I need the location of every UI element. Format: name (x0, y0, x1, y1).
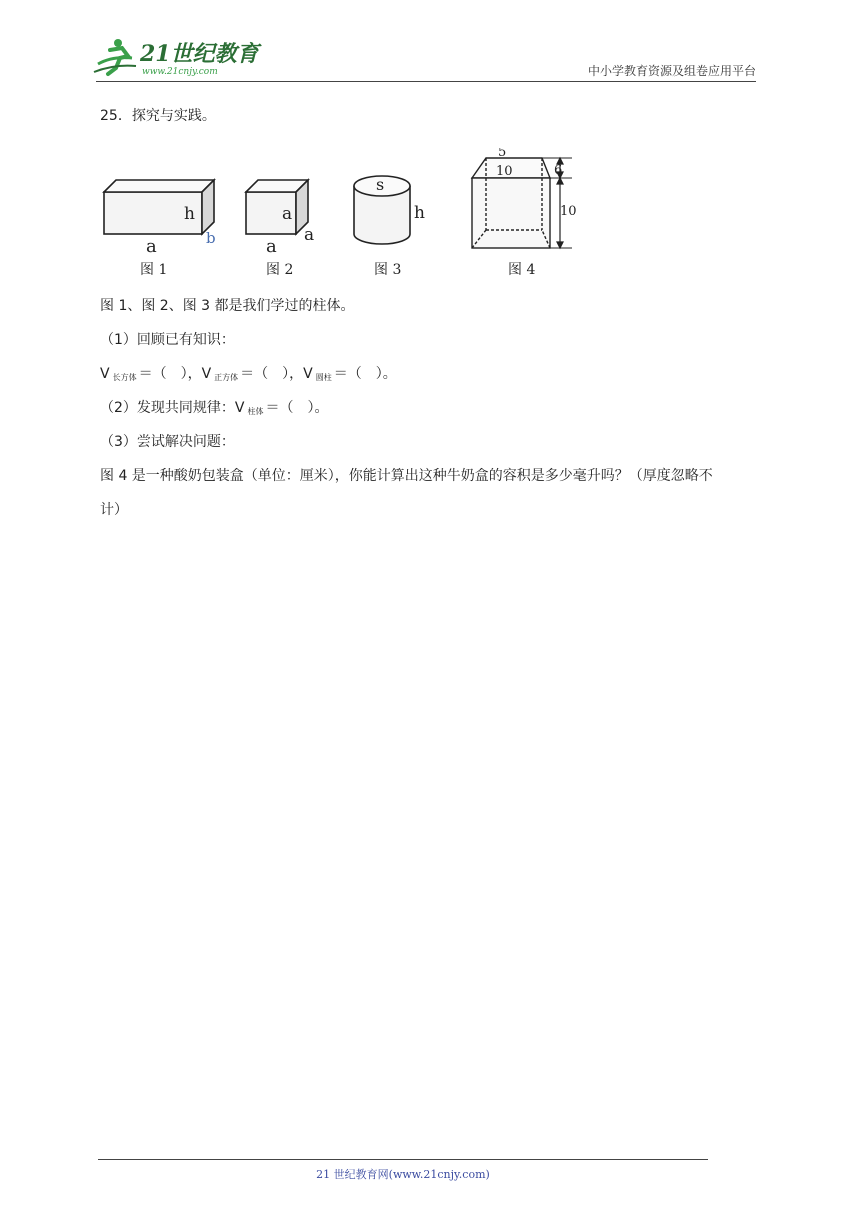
figure-2-cube (246, 180, 308, 234)
intro-text: 图 1、图 2、图 3 都是我们学过的柱体。 (100, 298, 355, 314)
v2-equation: ＝（ ）， (240, 366, 304, 382)
part2-text (100, 398, 328, 422)
v1-symbol: V (100, 366, 110, 382)
fig2-label-a-bottom: a (266, 236, 277, 257)
fig1-label-b: b (206, 229, 216, 247)
fig1-caption: 图 1 (140, 262, 168, 278)
header-divider (96, 81, 756, 82)
runner-logo-icon (94, 39, 136, 74)
footer-divider (98, 1159, 708, 1160)
part1-formula (100, 364, 397, 388)
fig3-caption: 图 3 (374, 262, 402, 278)
v3-symbol: V (303, 366, 313, 382)
logo-text: 21世纪教育 (140, 41, 259, 67)
fig4-caption: 图 4 (508, 262, 536, 278)
footer-site-link[interactable]: 21 世纪教育网(www.21cnjy.com) (316, 1168, 490, 1181)
fig2-label-a-side: a (304, 225, 315, 245)
figure-1-cuboid (104, 180, 214, 234)
part1-title: （1）回顾已有知识： (100, 332, 235, 348)
fig1-label-h: h (184, 204, 195, 224)
logo-url-text: www.21cnjy.com (142, 67, 218, 77)
v2-subscript: 正方体 (214, 373, 239, 382)
fig4-label-width: 10 (496, 164, 513, 179)
v1-subscript: 长方体 (112, 373, 137, 382)
fig3-label-h: h (414, 203, 425, 223)
part3-line-2: 计） (100, 502, 128, 518)
part2-prefix: （2）发现共同规律：V (100, 400, 245, 416)
question-title: 25．探究与实践。 (100, 108, 216, 124)
part2-suffix: ＝（ ）。 (265, 400, 329, 416)
fig1-label-a: a (146, 236, 157, 257)
figures-panel (96, 148, 596, 280)
v2-symbol: V (201, 366, 212, 382)
fig4-label-height: 10 (560, 204, 577, 219)
fig2-label-a-front: a (282, 204, 293, 224)
v3-equation: ＝（ ）。 (333, 366, 397, 382)
part2-subscript: 柱体 (247, 407, 264, 416)
fig4-label-top: 5 (498, 148, 507, 160)
platform-name: 中小学教育资源及组卷应用平台 (587, 64, 756, 78)
fig4-label-upper: 6 (554, 163, 563, 178)
v3-subscript: 圆柱 (315, 373, 332, 382)
site-logo (92, 34, 262, 80)
part3-title: （3）尝试解决问题： (100, 434, 235, 450)
part3-line-1: 图 4 是一种酸奶包装盒（单位：厘米），你能计算出这种牛奶盒的容积是多少毫升吗？（厚度忽略不 (100, 468, 713, 484)
v1-equation: ＝（ ）， (138, 366, 202, 382)
fig2-caption: 图 2 (266, 262, 294, 278)
fig3-label-s: s (376, 175, 385, 194)
